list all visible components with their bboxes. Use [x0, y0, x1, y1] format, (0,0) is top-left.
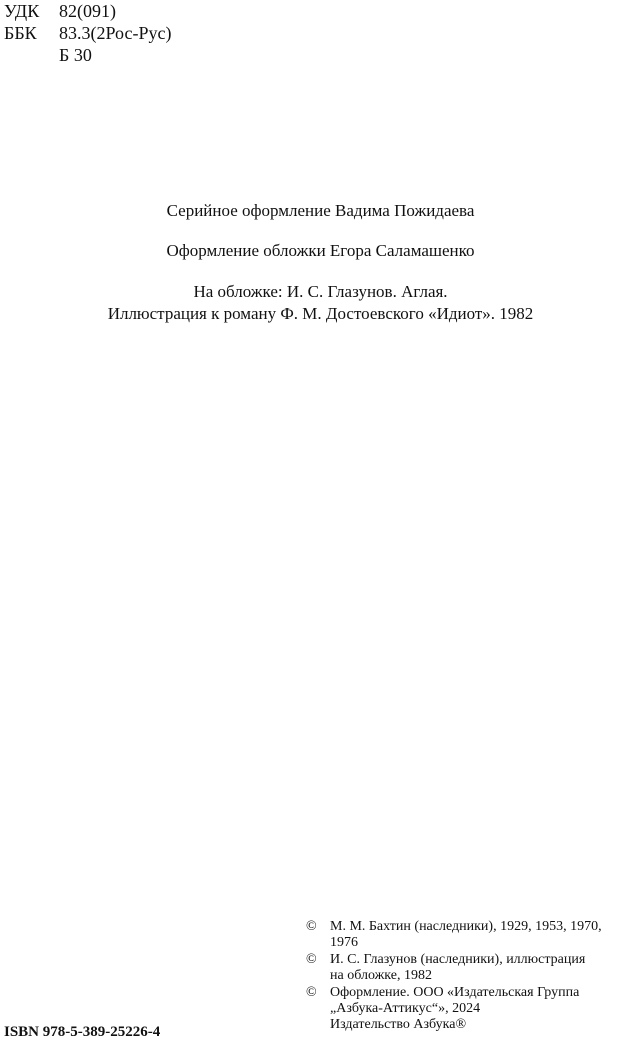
copyright-symbol: © [306, 985, 317, 1000]
copyright-entry-line: Оформление. ООО «Издательская Группа [330, 985, 580, 1000]
copyright-entry-line: 1976 [330, 935, 358, 950]
udk-label: УДК [4, 1, 40, 21]
copyright-entry-line: Издательство Азбука® [330, 1017, 467, 1032]
series-design-credit [0, 200, 641, 222]
copyright-symbol: © [306, 952, 317, 967]
copyright-entry-line: И. С. Глазунов (наследники), иллюстрация [330, 952, 586, 967]
copyright-block [306, 919, 640, 1034]
copyright-entry [306, 985, 640, 1033]
series-design-line: Серийное оформление Вадима Пожидаева [166, 201, 475, 220]
copyright-entry [306, 919, 640, 951]
cover-design-line: Оформление обложки Егора Саламашенко [166, 241, 475, 260]
cover-art-credit [0, 281, 641, 325]
copyright-symbol: © [306, 919, 317, 934]
copyright-entry-line: на обложке, 1982 [330, 968, 432, 983]
copyright-entry-line: „Азбука-Аттикус“», 2024 [330, 1001, 481, 1016]
author-mark: Б 30 [59, 45, 92, 65]
cover-art-line-1: На обложке: И. С. Глазунов. Аглая. [193, 282, 448, 301]
isbn: ISBN 978-5-389-25226-4 [4, 1024, 161, 1040]
copyright-entry-line: М. М. Бахтин (наследники), 1929, 1953, 1970, [330, 919, 602, 934]
bbk-value: 83.3(2Рос-Рус) [59, 23, 172, 43]
bbk-label: ББК [4, 23, 37, 43]
cover-design-credit [0, 240, 641, 262]
cover-art-line-2: Иллюстрация к роману Ф. М. Достоевского «Идиот». 1982 [107, 304, 534, 323]
udk-value: 82(091) [59, 1, 116, 21]
copyright-entry [306, 952, 640, 984]
